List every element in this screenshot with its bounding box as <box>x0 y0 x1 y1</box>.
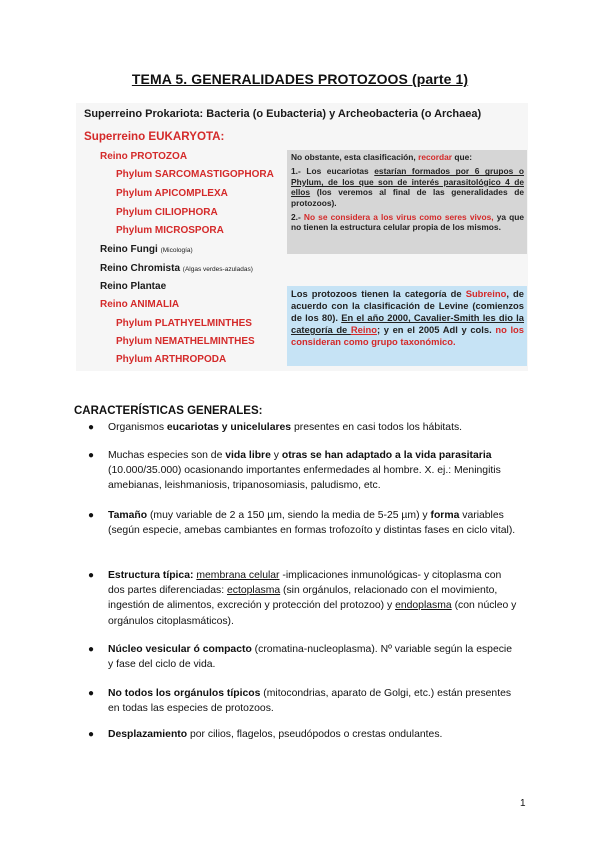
protozoa-category-box: Los protozoos tienen la categoría de Subreino, de acuerdo con la clasificación de Levine (comienzos de los 80). En el año 2000, Cavalier-Smith les dio la categoría de Reino; y en el 2005 Adl y cols. no los consideran como grupo taxonómico. <box>287 286 527 366</box>
bullet-icon: ● <box>88 729 95 740</box>
list-item-text: Organismos eucariotas y unicelulares presentes en casi todos los hábitats. <box>108 422 463 433</box>
reino-plantae: Reino Plantae <box>100 281 167 292</box>
bullet-icon: ● <box>88 644 95 655</box>
section-title: CARACTERÍSTICAS GENERALES: <box>74 405 263 417</box>
reino-chromista-label: Reino Chromista <box>100 263 181 274</box>
list-item-text: Estructura típica: membrana celular -implicaciones inmunológicas- y citoplasma con dos partes diferenciadas: ectoplasma (sin orgánulos, relacionado con el movimiento, ingestión de alimentos, excreción y protección del protozoo) y endoplasma (con núcleo y orgánulos citoplasmáticos). <box>108 570 517 627</box>
reino-protozoa: Reino PROTOZOA <box>100 151 188 162</box>
reino-animalia: Reino ANIMALIA <box>100 299 180 310</box>
bullet-icon: ● <box>88 450 95 461</box>
page-title: TEMA 5. GENERALIDADES PROTOZOOS (parte 1) <box>131 71 469 87</box>
phylum-ciliophora: Phylum CILIOPHORA <box>116 207 218 218</box>
reino-chromista <box>100 263 253 274</box>
reino-fungi-label: Reino Fungi <box>100 244 158 255</box>
phylum-arthropoda: Phylum ARTHROPODA <box>116 354 227 365</box>
list-item-text: Tamaño (muy variable de 2 a 150 µm, siendo la media de 5-25 µm) y forma variables (según especie, amebas cambiantes en formas trofozoíto y distintas fases en ciclo vital). <box>108 510 516 537</box>
bullet-icon: ● <box>88 688 95 699</box>
reino-fungi <box>100 244 193 255</box>
phylum-nemathelminthes: Phylum NEMATHELMINTHES <box>116 336 255 347</box>
bullet-icon: ● <box>88 422 95 433</box>
note-point-2: 2.- No se considera a los virus como seres vivos, ya que no tienen la estructura celular propia de los mismos. <box>291 212 525 233</box>
list-item-text: Núcleo vesicular ó compacto (cromatina-nucleoplasma). Nº variable según la especie y fase del ciclo de vida. <box>108 644 513 671</box>
prokaryota-line: Superreino Prokariota: Bacteria (o Eubacteria) y Archeobacteria (o Archaea) <box>84 108 482 120</box>
bullet-icon: ● <box>88 570 95 581</box>
bullet-icon: ● <box>88 510 95 521</box>
list-item-text: Muchas especies son de vida libre y otras se han adaptado a la vida parasitaria (10.000/35.000) ocasionando importantes enfermedades al hombre. X. ej.: Meningitis amebianas, leishmaniosis, tripanosomiasis, paludismo, etc. <box>108 450 501 492</box>
reino-fungi-note: (Micología) <box>160 247 193 254</box>
reino-chromista-note: (Algas verdes-azuladas) <box>182 266 253 273</box>
list-item-text: Desplazamiento por cilios, flagelos, pseudópodos o crestas ondulantes. <box>108 729 443 740</box>
phylum-plathyelminthes: Phylum PLATHYELMINTHES <box>116 318 252 329</box>
page-number: 1 <box>520 798 526 809</box>
phylum-apicomplexa: Phylum APICOMPLEXA <box>116 188 228 199</box>
classification-note-box <box>287 150 527 254</box>
phylum-sarcomastigophora: Phylum SARCOMASTIGOPHORA <box>116 169 274 180</box>
note-intro: No obstante, esta clasificación, recordar que: <box>291 152 473 162</box>
eukaryota-heading: Superreino EUKARYOTA: <box>84 130 225 143</box>
note-point-1: 1.- Los eucariotas estarían formados por 6 grupos o Phylum, de los que son de interés parasitológico 4 de ellos (los veremos al final de las generalidades de protozoos). <box>291 166 524 208</box>
phylum-microspora: Phylum MICROSPORA <box>116 225 224 236</box>
list-item-text: No todos los orgánulos típicos (mitocondrias, aparato de Golgi, etc.) están presentes en todas las especies de protozoos. <box>108 688 512 715</box>
